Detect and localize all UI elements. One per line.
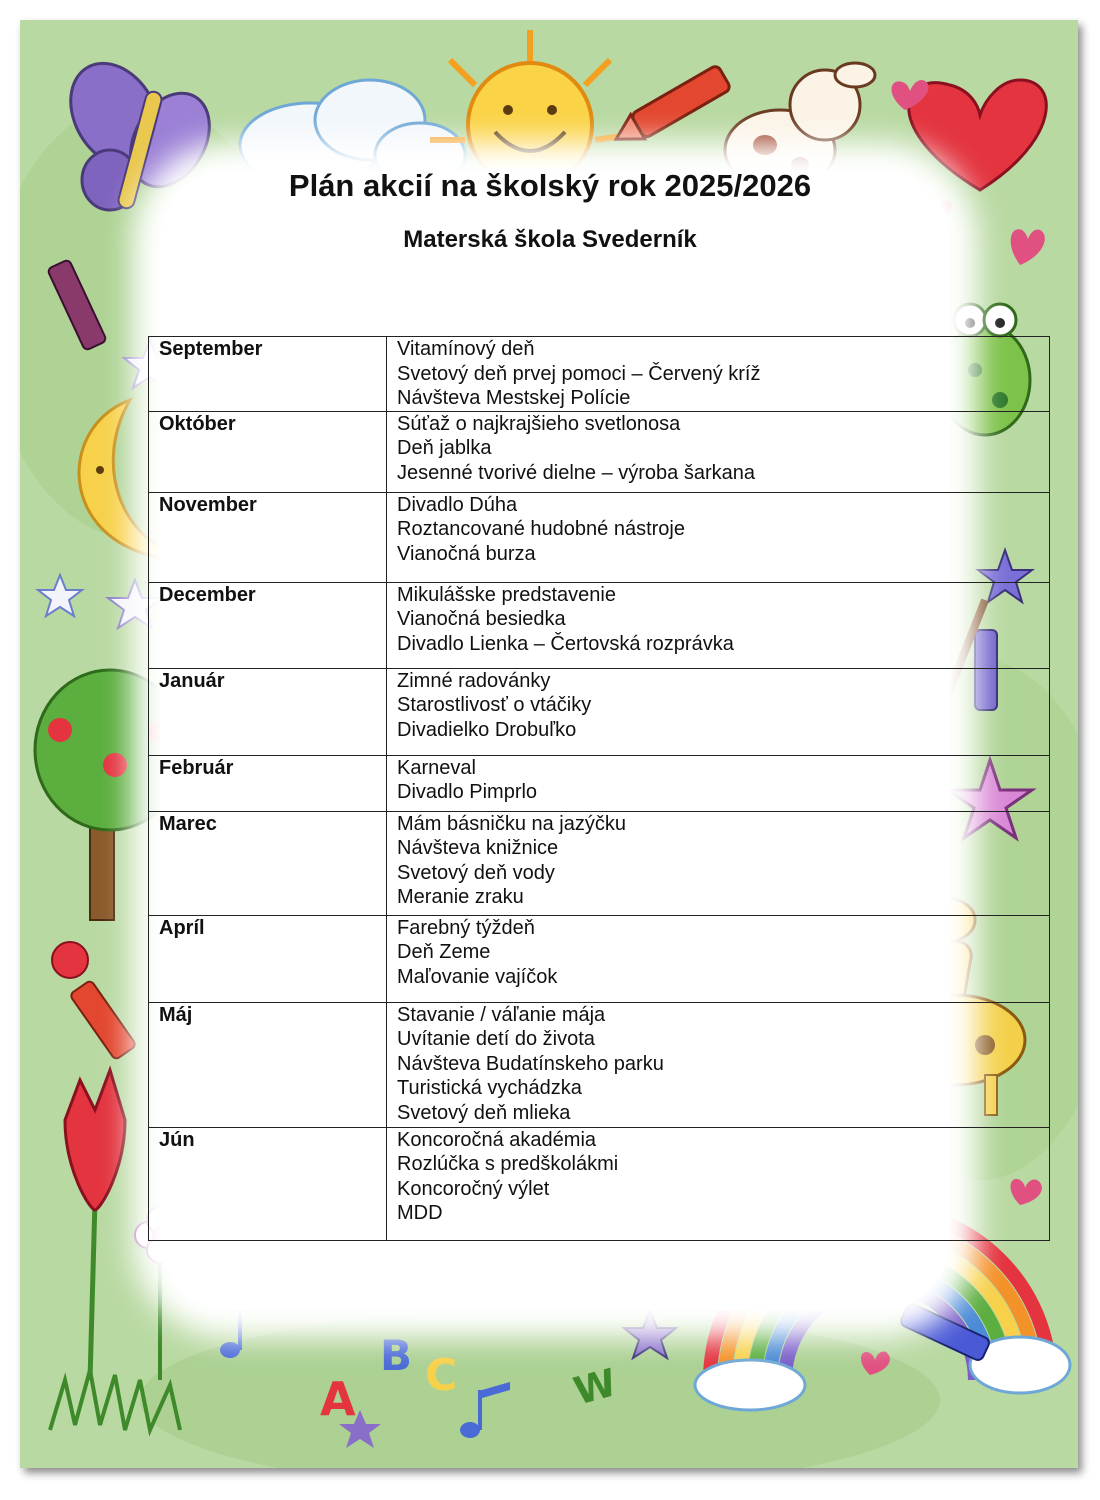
event-item: Uvítanie detí do života: [397, 1028, 595, 1050]
events-cell: [387, 915, 1050, 1002]
letter-a-icon: A: [320, 1372, 356, 1426]
event-item: Koncoročná akadémia: [397, 1128, 597, 1151]
event-item: Svetový deň vody: [397, 861, 555, 884]
schedule-row: [149, 337, 1050, 412]
event-item: Turistická vychádzka: [397, 1077, 582, 1099]
letter-c-icon: C: [425, 1350, 458, 1401]
events-cell: [387, 755, 1050, 811]
event-item: Rozlúčka s predškolákmi: [397, 1153, 619, 1175]
event-item: Návšteva Budatínskeho parku: [397, 1052, 664, 1075]
event-item: Jesenné tvorivé dielne – výroba šarkana: [397, 461, 755, 484]
event-item: Divadlo Pimprlo: [397, 781, 538, 803]
schedule-row: [149, 1002, 1050, 1127]
event-item: Maľovanie vajíčok: [397, 965, 558, 988]
event-item: Deň jablka: [397, 437, 492, 459]
event-item: Vianočná burza: [397, 542, 536, 565]
events-cell: [387, 492, 1050, 582]
schedule-row: [149, 492, 1050, 582]
events-cell: [387, 1002, 1050, 1127]
month-cell: Apríl: [149, 915, 387, 1002]
schedule-row: [149, 1127, 1050, 1240]
event-item: Zimné radovánky: [397, 669, 551, 692]
event-item: Koncoročný výlet: [397, 1177, 550, 1200]
events-cell: [387, 411, 1050, 492]
event-item: Divadlo Lienka – Čertovská rozprávka: [397, 632, 734, 655]
crayon-icon: [69, 980, 136, 1060]
page-subtitle: Materská škola Svederník: [403, 226, 697, 253]
event-item: Návšteva knižnice: [397, 837, 559, 859]
month-cell: Jún: [149, 1127, 387, 1240]
event-item: Návšteva Mestskej Polície: [397, 387, 631, 409]
schedule-row: [149, 755, 1050, 811]
page-title: Plán akcií na školský rok 2025/2026: [288, 168, 812, 203]
events-cell: [387, 582, 1050, 668]
month-cell: Máj: [149, 1002, 387, 1127]
events-cell: [387, 1127, 1050, 1240]
events-cell: [387, 811, 1050, 915]
event-item: Mám básničku na jazýčku: [397, 812, 626, 835]
event-item: Divadielko Drobuľko: [397, 718, 577, 741]
month-cell: Január: [149, 668, 387, 755]
schedule-row: [149, 582, 1050, 668]
event-item: Mikulášske predstavenie: [397, 583, 616, 606]
event-item: Súťaž o najkrajšieho svetlonosa: [397, 412, 681, 435]
schedule-table: [148, 336, 1050, 1241]
event-item: Svetový deň prvej pomoci – Červený kríž: [397, 362, 761, 385]
event-item: Svetový deň mlieka: [397, 1101, 571, 1124]
apple-icon: [52, 942, 88, 978]
event-item: MDD: [397, 1202, 443, 1224]
event-item: Stavanie / váľanie mája: [397, 1003, 606, 1026]
event-item: Vianočná besiedka: [397, 608, 566, 630]
schedule-row: [149, 411, 1050, 492]
event-item: Divadlo Dúha: [397, 493, 518, 516]
schedule-row: [149, 668, 1050, 755]
month-cell: Marec: [149, 811, 387, 915]
event-item: Farebný týždeň: [397, 916, 535, 939]
schedule-row: [149, 915, 1050, 1002]
month-cell: November: [149, 492, 387, 582]
event-item: Roztancované hudobné nástroje: [397, 518, 685, 540]
tulip-icon: [65, 1070, 125, 1380]
event-item: Meranie zraku: [397, 886, 524, 908]
event-item: Karneval: [397, 756, 476, 779]
month-cell: December: [149, 582, 387, 668]
month-cell: September: [149, 337, 387, 412]
events-cell: [387, 337, 1050, 412]
event-item: Deň Zeme: [397, 941, 491, 963]
schedule-row: [149, 811, 1050, 915]
crayon-icon: [609, 65, 731, 152]
letter-b-icon: B: [380, 1331, 413, 1380]
month-cell: Október: [149, 411, 387, 492]
events-cell: [387, 668, 1050, 755]
letter-w-icon: W: [569, 1360, 622, 1414]
month-cell: Február: [149, 755, 387, 811]
event-item: Vitamínový deň: [397, 338, 535, 360]
event-item: Starostlivosť o vtáčiky: [397, 694, 592, 716]
